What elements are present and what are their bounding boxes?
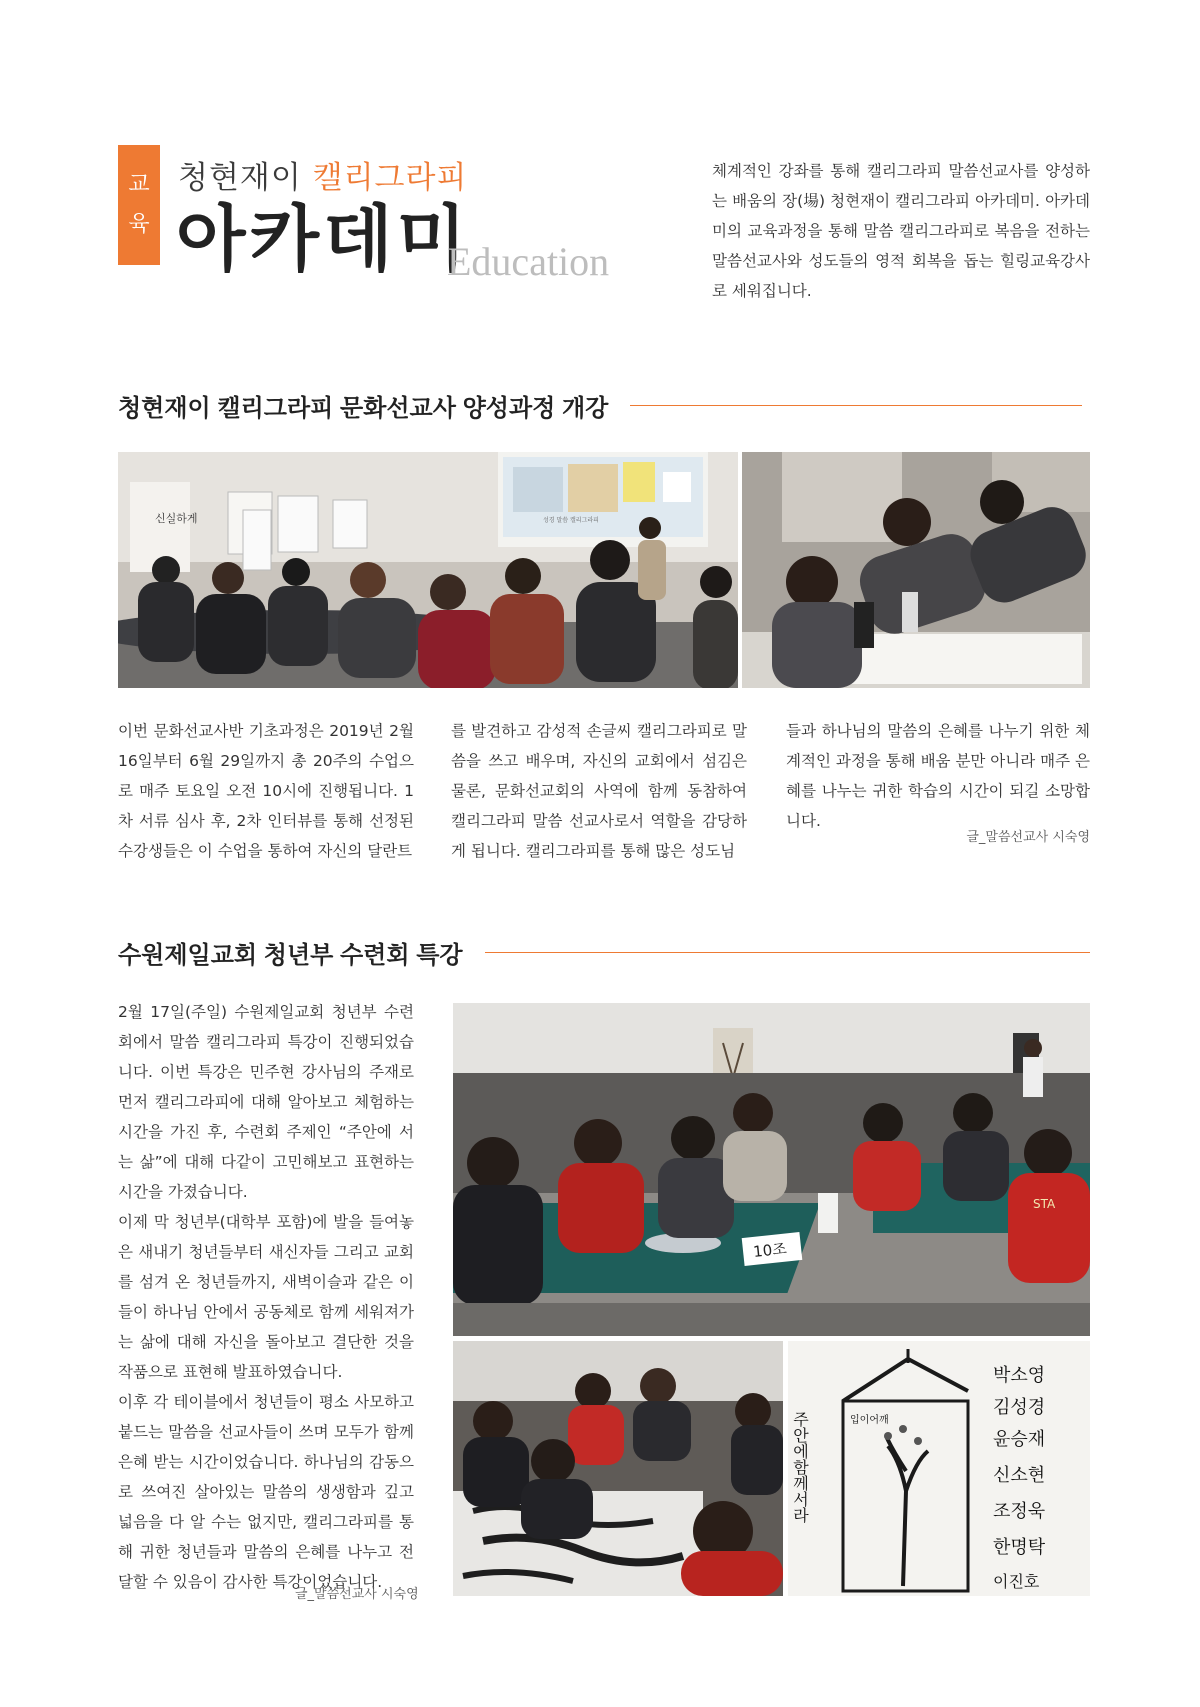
table-number-sign: 10조: [752, 1239, 788, 1261]
section2-rule: [485, 952, 1090, 953]
lecture-photo: [118, 452, 738, 688]
section2-body: [118, 997, 414, 1597]
artwork-name-7: 이진호: [993, 1572, 1040, 1591]
title-accent: 캘리그라피: [312, 160, 468, 196]
calligraphy-artwork-illustration: [788, 1341, 1090, 1596]
writing-students-illustration: [742, 452, 1090, 688]
page-title: 아카데미: [176, 196, 471, 281]
section2-paragraph-3: 이후 각 테이블에서 청년들이 평소 사모하고 붙드는 말씀을 선교사들이 쓰며 모두가 함께 은혜 받는 시간이었습니다. 하나님의 감동으로 쓰여진 살아있는 말씀의 생생함과 깊고 넓음을 다 알 수는 없지만, 캘리그라피를 통해 귀한 청년들과 말씀의 은혜를 나누고 전달할 수 있음이 감사한 특강이었습니다.: [118, 1393, 414, 1591]
title-subtitle: [178, 152, 467, 197]
section2-paragraph-2: 이제 막 청년부(대학부 포함)에 발을 들여놓은 새내기 청년들부터 새신자들 그리고 교회를 섬겨 온 청년들까지, 새벽이슬과 같은 이들이 하나님 안에서 공동체로 함께 세워져가는 삶에 대해 자신을 돌아보고 결단한 것을 작품으로 표현해 발표하였습니다.: [118, 1213, 414, 1381]
section2-byline: 글_말씀선교사 시숙영: [295, 1587, 419, 1602]
writing-students-photo: [742, 452, 1090, 688]
artwork-name-6: 한명탁: [993, 1537, 1046, 1558]
students-table-illustration: [453, 1341, 783, 1596]
shirt-lettering: STA: [1033, 1197, 1056, 1211]
section1-column-2: 를 발견하고 감성적 손글씨 캘리그라피로 말씀을 쓰고 배우며, 자신의 교회에서 섬김은 물론, 문화선교회의 사역에 함께 동참하여 캘리그라피 말씀 선교사로서 역할을 감당하게 됩니다. 캘리그라피를 통해 많은 성도님: [451, 722, 747, 860]
artwork-name-1: 박소영: [993, 1365, 1046, 1386]
artwork-name-5: 조정욱: [993, 1501, 1046, 1522]
artwork-name-4: 신소현: [993, 1465, 1046, 1486]
artwork-box-text: 입이어깨: [850, 1415, 889, 1426]
wall-art-caption: 신실하게: [155, 512, 198, 525]
section1-rule: [630, 405, 1082, 406]
title-english: Education: [447, 239, 610, 284]
section1-title: 청현재이 캘리그라피 문화선교사 양성과정 개강: [118, 395, 609, 422]
artwork-left-text: 주안에함께서라: [790, 1411, 810, 1523]
slide-caption: 성경 말씀 캘리그라피: [543, 517, 599, 524]
section2-title: 수원제일교회 청년부 수련회 특강: [118, 942, 463, 969]
students-calligraphy-photo: [453, 1341, 783, 1596]
section1-column-3: 들과 하나님의 말씀의 은혜를 나누기 위한 체계적인 과정을 통해 배움 분만 아니라 매주 은혜를 나누는 귀한 학습의 시간이 되길 소망합니다.: [786, 722, 1091, 830]
section1-header: [118, 388, 1082, 423]
intro-paragraph: 체계적인 강좌를 통해 캘리그라피 말씀선교사를 양성하는 배움의 장(場) 청현재이 캘리그라피 아카데미. 아카데미의 교육과정을 통해 말씀 캘리그라피로 복음을 전하는 말씀선교사와 성도들의 영적 회복을 돕는 힐링교육강사로 세워집니다.: [712, 162, 1090, 300]
section2-header: [118, 935, 1090, 970]
youth-retreat-hall-photo: [453, 1003, 1090, 1336]
artwork-name-3: 윤승재: [993, 1429, 1046, 1450]
calligraphy-artwork-photo: [788, 1341, 1090, 1596]
section1-byline: 글_말씀선교사 시숙영: [966, 830, 1090, 845]
artwork-name-2: 김성경: [993, 1397, 1046, 1418]
badge-char-top: 교: [128, 172, 150, 197]
badge-char-bottom: 육: [128, 212, 150, 237]
section2-paragraph-1: 2월 17일(주일) 수원제일교회 청년부 수련회에서 말씀 캘리그라피 특강이 진행되었습니다. 이번 특강은 민주현 강사님의 주재로 먼저 캘리그라피에 대해 알아보고 체험하는 시간을 가진 후, 수련회 주제인 “주안에 서는 삶”에 대해 다같이 고민해보고 표현하는 시간을 가졌습니다.: [118, 1003, 414, 1201]
youth-hall-illustration: [453, 1003, 1090, 1336]
lecture-photo-illustration: [118, 452, 738, 688]
section1-column-1: 이번 문화선교사반 기초과정은 2019년 2월 16일부터 6월 29일까지 총 20주의 수업으로 매주 토요일 오전 10시에 진행됩니다. 1차 서류 심사 후, 2차 인터뷰를 통해 선정된 수강생들은 이 수업을 통하여 자신의 달란트: [118, 722, 414, 860]
category-badge: [118, 145, 160, 265]
title-prefix: 청현재이: [178, 160, 302, 196]
